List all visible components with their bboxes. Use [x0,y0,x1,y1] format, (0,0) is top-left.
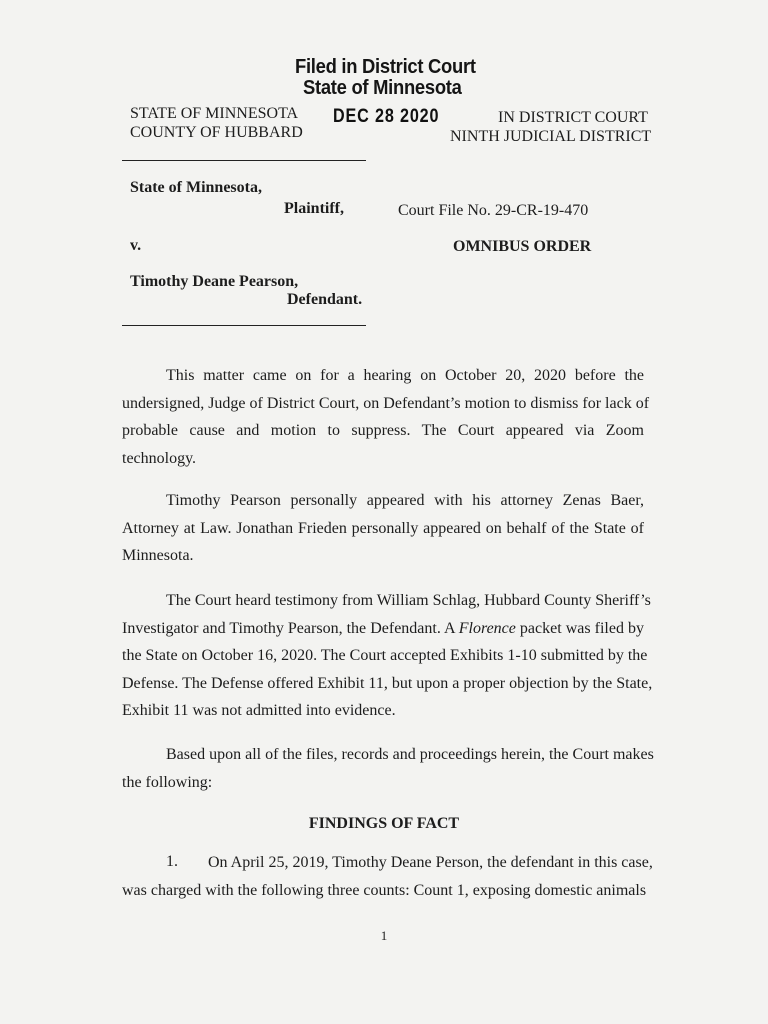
page-number: 1 [380,928,388,943]
paragraph-line: the following: [122,773,213,791]
plaintiff-name: State of Minnesota, [130,179,262,196]
defendant-name: Timothy Deane Pearson, [130,273,299,290]
plaintiff-role: Plaintiff, [284,200,344,217]
filed-stamp-line2: State of Minnesota [303,77,462,99]
findings-heading: FINDINGS OF FACT [308,815,460,832]
paragraph-testimony [122,587,653,725]
text-span: packet was filed by [515,619,645,637]
court-file-number: Court File No. 29-CR-19-470 [398,202,589,219]
text-span: Investigator and Timothy Pearson, the Defendant. A [122,619,459,637]
filed-stamp-date: DEC 28 2020 [333,106,440,127]
header-district: NINTH JUDICIAL DISTRICT [450,128,652,145]
paragraph-line: technology. [122,449,197,467]
paragraph-appearances [122,487,644,570]
paragraph-line [122,615,644,643]
header-state: STATE OF MINNESOTA [130,105,299,122]
caption-rule-bottom [122,325,366,326]
defendant-role: Defendant. [287,291,363,308]
finding-number: 1. [166,853,178,870]
header-court: IN DISTRICT COURT [498,109,648,126]
finding-1 [122,849,653,904]
caption-rule-top [122,160,366,161]
paragraph-hearing [122,362,650,472]
order-title: OMNIBUS ORDER [453,238,592,255]
header-county: COUNTY OF HUBBARD [130,124,303,141]
paragraph-line: probable cause and motion to suppress. The Court appeared via Zoom [122,422,644,439]
filed-stamp-line1: Filed in District Court [295,56,476,78]
paragraph-line: Timothy Pearson personally appeared with his attorney Zenas Baer, [166,492,644,509]
paragraph-line: Based upon all of the files, records and proceedings herein, the Court makes [166,746,654,763]
paragraph-line: was charged with the following three counts: Count 1, exposing domestic animals [122,881,647,899]
paragraph-line: Exhibit 11 was not admitted into evidence. [122,702,396,719]
paragraph-line: Attorney at Law. Jonathan Frieden personally appeared on behalf of the State of [122,519,644,537]
paragraph-line: undersigned, Judge of District Court, on Defendant’s motion to dismiss for lack of [122,394,650,412]
paragraph-line: the State on October 16, 2020. The Court accepted Exhibits 1-10 submitted by the [122,647,648,664]
versus-label: v. [130,237,142,254]
paragraph-based-upon [122,741,654,796]
paragraph-line: The Court heard testimony from William Schlag, Hubbard County Sheriff’s [166,592,651,609]
paragraph-line: On April 25, 2019, Timothy Deane Person, the defendant in this case, [208,854,653,871]
paragraph-line: Minnesota. [122,547,194,564]
paragraph-line: This matter came on for a hearing on October 20, 2020 before the [166,367,644,384]
paragraph-line: Defense. The Defense offered Exhibit 11, but upon a proper objection by the State, [122,674,653,692]
florence-italic: Florence [458,619,516,637]
